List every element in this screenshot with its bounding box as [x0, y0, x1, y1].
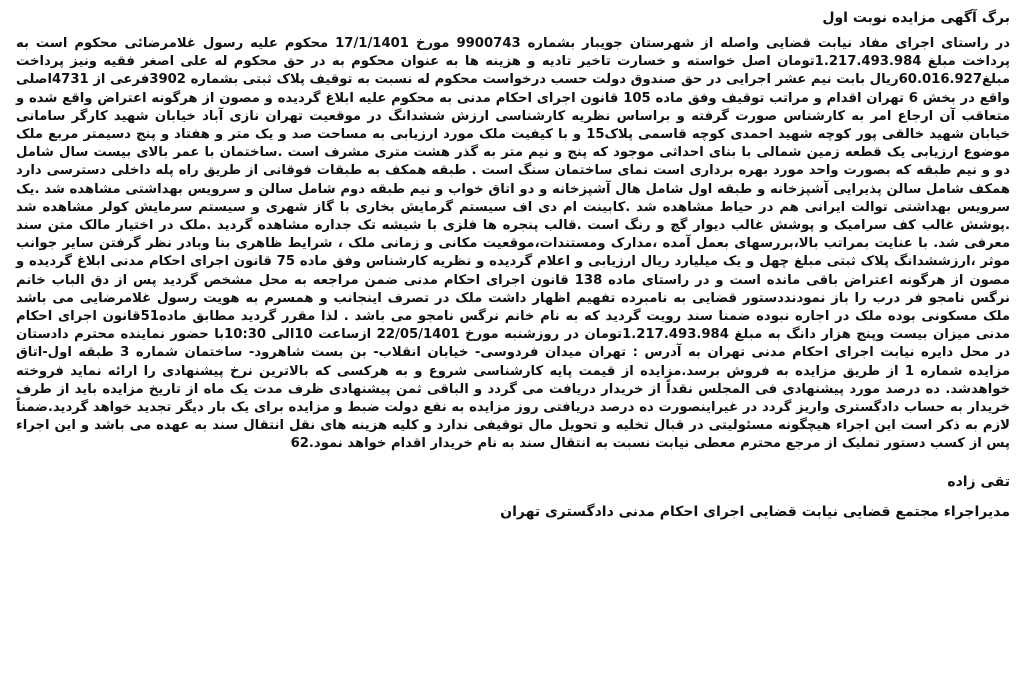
notice-body: در راستای اجرای مفاد نیابت قضایی واصله از شهرستان جویبار بشماره 9900743 مورخ 17/1/1401 محکوم علیه رسول غلامرضائی محکوم است به پرداخت مبلغ 1.217.493.984تومان اصل خواسته و خسارت تاخیر تادیه و هزینه ها به عنوان محکوم به در حق محکوم له علی اصغر فقیه ونیز پرداخت مبلغ60.016.927ریال بابت نیم عشر اجرایی در حق صندوق دولت حسب درخواست محکوم له نسبت به توقیف پلاک ثبتی بشماره 3902فرعی از 4731اصلی واقع در بخش 6 تهران اقدام و مراتب توقیف وفق ماده 105 قانون اجرای احکام مدنی به محکوم علیه ابلاغ گردیده و مصون از هرگونه اعتراض واقع شده و متعاقب آن ارجاع امر به کارشناس صورت گرفته و براساس نظریه کارشناسی ارزش ششدانگ در موقعیت تهران نازی آباد خیابان شهید کارگر سامانی خیابان شهید خالقی پور کوچه شهید احمدی کوچه قاسمی پلاک15 و با کیفیت ملک مورد ارزیابی به مساحت صد و یک متر و هفتاد و پنج دسیمتر مربع ملک موضوع ارزیابی یک قطعه زمین شمالی با بنای احداثی موجود که پنج و نیم متر به گذر هشت متری مشرف است .ساختمان با عمر بالای بیست سال شامل دو و نیم طبقه که بصورت واحد مورد بهره برداری است نمای ساختمان سنگ است . طبقه همکف به طبقات فوقانی از طریق راه پله داخلی دسترسی دارد همکف شامل سالن پذیرایی آشپزخانه و طبقه اول شامل هال آشپزخانه و دو اتاق خواب و نیم طبقه دوم شامل سالن و سرویس بهداشتی مشاهده شد .یک سرویس بهداشتی توالت ایرانی هم در حیاط مشاهده شد .کابینت ام دی اف سیستم گرمایش بخاری با گاز شهری و سیستم سرمایش کولر مشاهده شد .پوشش غالب کف سرامیک و پوشش غالب دیوار گچ و رنگ است .قالب پنجره ها فلزی با شیشه تک جداره مشاهده گردید .ملک در اختیار مالک متن سند معرفی شد. با عنایت بمراتب بالا،بررسهای بعمل آمده ،مدارک ومستندات،موقعیت مکانی و زمانی ملک ، شرایط ظاهری بنا وبادر نظر گرفتن سایر جوانب موثر ،ارزششدانگ پلاک ثبتی مبلغ چهل و یک میلیارد ریال ارزیابی و اعلام گردیده و نظریه کارشناس وفق ماده 75 قانون اجرای احکام مدنی ابلاغ گردیده و مصون از هرگونه اعتراض باقی مانده است و در راستای ماده 138 قانون اجرای احکام مدنی ضمن مراجعه به محل مشخص گردید پس از دق الباب خانم نرگس نامجو فر درب را باز نمودنددستور قضایی به نامبرده تفهیم اظهار داشت ملک در تصرف اینجانب و همسرم به هویت رسول غلامرضایی می باشد ملک مسکونی بوده ملک در اجاره نبوده ضمنا سند رویت گردید که به نام خانم نرگس نامجو می باشد . لذا مقرر گردید مطابق ماده51قانون اجرای احکام مدنی میزان بیست وپنج هزار دانگ به مبلغ 1.217.493.984تومان در روزشنبه مورخ 22/05/1401 ازساعت 10الی 10:30با حضور نماینده محترم دادستان در محل دایره نیابت اجرای احکام مدنی تهران به آدرس : تهران میدان فردوسی- خیابان انقلاب- بن بست شاهرود- ساختمان شماره 3 طبقه اول-اتاق مزایده شماره 1 از طریق مزایده به فروش برسد.مزایده از قیمت پایه کارشناسی شروع و به هرکسی که بالاترین نرخ پیشنهادی را ارائه نماید فروخته خواهدشد. ده درصد مورد پیشنهادی فی المجلس نقداً از خریدار دریافت می گردد و الباقی ثمن پیشنهادی ظرف مدت یک ماه از تاریخ مزایده باید از طرف خریدار به حساب دادگستری واریز گردد در غیراینصورت ده درصد دریافتی روز مزایده به نفع دولت ضبط و مزایده برای یک بار دیگر تجدید خواهد گردید.ضمناً لازم به ذکر است این اجراء هیچگونه مسئولیتی در قبال تخلیه و تحویل مال توقیفی ندارد و کلیه هزینه های نقل انتقال سند به عهده می باشد و این اجراء پس از کسب دستور تملیک از مرجع محترم معطی نیابت نسبت به انتقال سند به نام خریدار اقدام خواهد نمود.62	[16, 36, 1011, 452]
signature-name: تقی زاده	[947, 473, 1010, 490]
notice-title: برگ آگهی مزایده نوبت اول	[822, 10, 1010, 26]
signature-role: مدیراجراء مجتمع قضایی نیابت قضایی اجرای احکام مدنی دادگستری تهران	[500, 503, 1010, 520]
